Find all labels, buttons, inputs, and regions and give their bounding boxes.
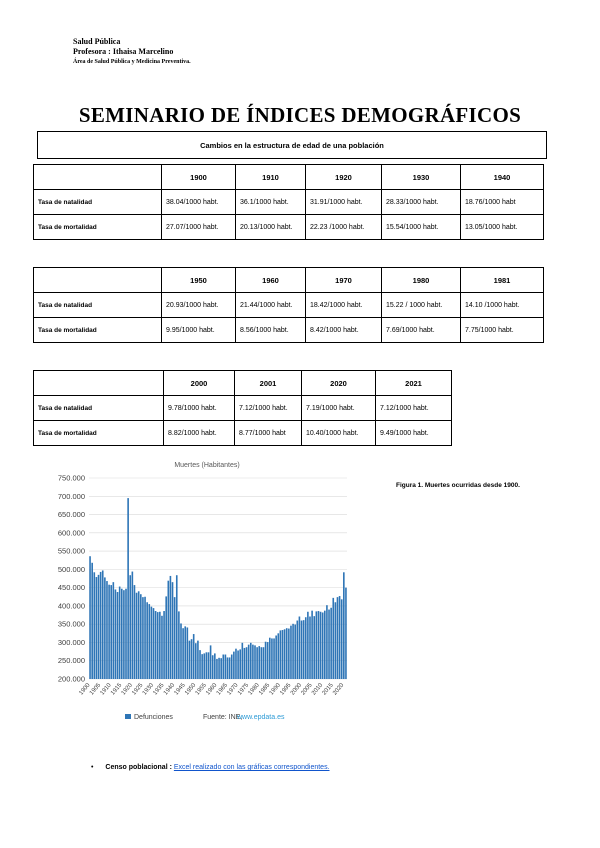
bar-2014	[330, 608, 332, 679]
bar-1970	[237, 650, 239, 679]
x-tick-label: 2010	[311, 682, 325, 697]
bar-1915	[121, 589, 123, 679]
table-header-year: 2021	[376, 371, 452, 396]
bar-2016	[335, 602, 337, 679]
table-cell: 9.49/1000 habt.	[376, 421, 452, 446]
bar-1990	[280, 630, 282, 679]
header-subject: Salud Pública	[73, 37, 121, 46]
bar-1949	[193, 634, 195, 679]
table-cell: 14.10 /1000 habt.	[461, 293, 544, 318]
bar-1961	[218, 658, 220, 679]
excel-link[interactable]: Excel realizado con las gráficas correspondientes.	[173, 764, 330, 771]
bar-2000	[301, 621, 303, 679]
table-cell: 9.95/1000 habt.	[162, 318, 236, 343]
header-area: Área de Salud Pública y Medicina Preventiva.	[73, 59, 191, 65]
table-header-year: 1950	[162, 268, 236, 293]
bar-2010	[322, 612, 324, 679]
row-label: Tasa de natalidad	[34, 293, 162, 318]
table-cell: 7.12/1000 habt.	[235, 396, 302, 421]
y-tick-label: 200.000	[57, 674, 85, 684]
table-cell: 8.42/1000 habt.	[306, 318, 382, 343]
bar-2019	[341, 599, 343, 679]
row-label: Tasa de mortalidad	[34, 318, 162, 343]
x-tick-label: 1940	[162, 682, 177, 697]
y-tick-label: 450.000	[57, 583, 85, 593]
bar-1926	[144, 597, 146, 679]
x-tick-label: 1925	[131, 682, 145, 697]
y-tick-label: 250.000	[57, 656, 85, 666]
table-cell: 22.23 /1000 habt.	[306, 215, 382, 240]
table-header-year: 2001	[235, 371, 302, 396]
bar-1912	[115, 589, 117, 679]
bar-2005	[311, 611, 313, 679]
bar-1967	[231, 655, 233, 679]
header-professor: Profesora : Ithaisa Marcelino	[73, 47, 174, 56]
bar-1930	[153, 608, 155, 679]
bar-1979	[256, 647, 258, 679]
bar-1943	[180, 623, 182, 679]
row-label: Tasa de mortalidad	[34, 421, 164, 446]
bar-1999	[299, 617, 301, 679]
x-tick-label: 1995	[279, 682, 293, 697]
table-cell: 36.1/1000 habt.	[236, 190, 306, 215]
bar-1980	[258, 646, 260, 679]
bar-2012	[326, 605, 328, 679]
table-header-year: 1940	[461, 165, 544, 190]
deaths-chart-svg	[37, 458, 362, 723]
bar-1981	[261, 647, 263, 679]
bar-1957	[210, 645, 212, 679]
bar-1971	[239, 649, 241, 679]
legend-swatch	[125, 714, 131, 719]
bar-1984	[267, 642, 269, 679]
y-tick-label: 500.000	[57, 564, 85, 574]
bar-2021	[345, 588, 347, 679]
x-tick-label: 1910	[99, 682, 113, 697]
x-tick-label: 1970	[226, 682, 240, 697]
bar-1900	[89, 556, 91, 679]
x-tick-label: 1965	[215, 682, 230, 697]
bar-1941	[176, 575, 178, 679]
bar-1986	[271, 638, 273, 679]
table-header-year: 1970	[306, 268, 382, 293]
bar-1985	[269, 638, 271, 679]
row-label: Tasa de natalidad	[34, 190, 162, 215]
x-tick-label: 1935	[152, 682, 166, 697]
bar-1902	[93, 572, 95, 679]
table-cell: 18.42/1000 habt.	[306, 293, 382, 318]
bar-2006	[313, 616, 315, 679]
x-tick-label: 1990	[268, 682, 282, 697]
table-cell: 15.22 / 1000 habt.	[382, 293, 461, 318]
bar-2003	[307, 612, 309, 679]
bar-2020	[343, 572, 345, 679]
bar-1906	[102, 570, 104, 679]
row-label: Tasa de mortalidad	[34, 215, 162, 240]
figure-caption: Figura 1. Muertes ocurridas desde 1900.	[396, 482, 520, 489]
bar-1960	[216, 659, 218, 679]
table-cell: 20.13/1000 habt.	[236, 215, 306, 240]
bar-1992	[284, 629, 286, 679]
bar-1918	[127, 498, 129, 679]
x-tick-label: 1960	[205, 682, 219, 697]
bar-1964	[225, 655, 227, 679]
bar-2008	[318, 611, 320, 679]
y-tick-label: 600.000	[57, 528, 85, 538]
bar-1931	[155, 611, 157, 679]
bar-1909	[108, 585, 110, 679]
table-header-year: 1930	[382, 165, 461, 190]
bar-1929	[151, 607, 153, 679]
bar-1955	[206, 652, 208, 679]
bar-2017	[337, 597, 339, 679]
bar-1965	[227, 657, 229, 679]
table-cell: 7.69/1000 habt.	[382, 318, 461, 343]
bar-1917	[125, 589, 127, 679]
table-cell: 7.19/1000 habt.	[302, 396, 376, 421]
table-cell: 31.91/1000 habt.	[306, 190, 382, 215]
bar-1901	[91, 563, 93, 679]
bar-1927	[146, 602, 148, 679]
x-tick-label: 2015	[321, 682, 335, 697]
table-cell: 7.12/1000 habt.	[376, 396, 452, 421]
bar-1924	[140, 594, 142, 679]
table-cell: 7.75/1000 habt.	[461, 318, 544, 343]
y-tick-label: 550.000	[57, 546, 85, 556]
x-tick-label: 1945	[173, 682, 187, 697]
bar-2015	[332, 598, 334, 679]
bar-1998	[297, 621, 299, 679]
bar-2007	[316, 611, 318, 679]
bar-1922	[136, 593, 138, 679]
bar-1934	[161, 616, 163, 679]
table-2000-2021	[33, 370, 452, 446]
table-cell: 15.54/1000 habt.	[382, 215, 461, 240]
bar-1939	[172, 582, 174, 679]
bar-2004	[309, 617, 311, 679]
bar-1996	[292, 624, 294, 679]
table-header-empty	[34, 268, 162, 293]
table-header-year: 1920	[306, 165, 382, 190]
bar-1972	[242, 643, 244, 679]
bar-1904	[98, 575, 100, 679]
bar-1968	[233, 652, 235, 679]
bar-1959	[214, 653, 216, 679]
bar-1974	[246, 647, 248, 679]
bar-1942	[178, 611, 180, 679]
bar-1994	[288, 629, 290, 679]
bar-1989	[277, 633, 279, 679]
bar-1969	[235, 649, 237, 679]
table-cell: 8.82/1000 habt.	[164, 421, 235, 446]
table-header-empty	[34, 165, 162, 190]
table-header-year: 1980	[382, 268, 461, 293]
bar-1932	[157, 612, 159, 679]
y-tick-label: 750.000	[57, 473, 85, 483]
bar-1991	[282, 630, 284, 679]
y-tick-label: 700.000	[57, 491, 85, 501]
bar-1908	[106, 581, 108, 679]
deaths-chart	[37, 458, 362, 723]
table-header-year: 1981	[461, 268, 544, 293]
chart-title: Muertes (Habitantes)	[174, 462, 240, 469]
bar-1910	[110, 585, 112, 679]
bar-1920	[132, 572, 134, 679]
bar-1963	[222, 655, 224, 679]
x-tick-label: 1975	[237, 682, 251, 697]
bar-1923	[138, 591, 140, 679]
bar-1993	[286, 628, 288, 679]
table-cell: 28.33/1000 habt.	[382, 190, 461, 215]
table-cell: 10.40/1000 habt.	[302, 421, 376, 446]
table-header-year: 1910	[236, 165, 306, 190]
bar-1953	[201, 654, 203, 679]
bar-2009	[320, 612, 322, 679]
x-tick-label: 1930	[141, 682, 156, 697]
bar-1958	[212, 655, 214, 679]
source-link[interactable]: www.epdata.es	[237, 714, 285, 721]
bar-1921	[134, 585, 136, 679]
x-tick-label: 1915	[110, 682, 124, 697]
x-tick-label: 1905	[88, 682, 103, 697]
y-tick-label: 300.000	[57, 637, 85, 647]
bar-1950	[195, 643, 197, 679]
bar-1948	[191, 639, 193, 679]
bar-1916	[123, 590, 125, 679]
bar-1945	[184, 626, 186, 679]
bar-1978	[254, 645, 256, 679]
table-header-year: 1900	[162, 165, 236, 190]
bar-2011	[324, 611, 326, 679]
bar-1973	[244, 648, 246, 679]
bar-1907	[104, 577, 106, 679]
x-tick-label: 1900	[78, 682, 92, 697]
bar-2018	[339, 596, 341, 679]
bullet-icon: •	[91, 764, 94, 771]
bar-1928	[148, 604, 150, 679]
bar-2013	[328, 610, 330, 679]
bar-1933	[159, 612, 161, 679]
y-tick-label: 350.000	[57, 619, 85, 629]
bar-1987	[273, 638, 275, 679]
bar-1976	[250, 643, 252, 679]
bar-1956	[208, 652, 210, 679]
bar-1914	[119, 587, 121, 679]
table-header-year: 2000	[164, 371, 235, 396]
subtitle-box: Cambios en la estructura de edad de una población	[37, 131, 547, 159]
bar-1905	[100, 572, 102, 679]
bar-1925	[142, 597, 144, 679]
bullet-label: Censo poblacional :	[105, 764, 172, 771]
x-tick-label: 2020	[332, 682, 346, 697]
bar-2002	[305, 617, 307, 679]
bar-1977	[252, 645, 254, 679]
bar-1983	[265, 642, 267, 679]
table-header-year: 2020	[302, 371, 376, 396]
bar-1935	[163, 611, 165, 679]
bar-1919	[129, 575, 131, 679]
table-cell: 18.76/1000 habt	[461, 190, 544, 215]
table-header-year: 1960	[236, 268, 306, 293]
table-header-empty	[34, 371, 164, 396]
bar-1966	[229, 657, 231, 679]
row-label: Tasa de natalidad	[34, 396, 164, 421]
table-1900-1940	[33, 164, 544, 240]
bar-1982	[263, 647, 265, 679]
table-cell: 8.77/1000 habt	[235, 421, 302, 446]
bar-1944	[182, 628, 184, 679]
bar-1913	[117, 592, 119, 679]
source-label: Fuente: INE,	[203, 714, 243, 721]
legend-label: Defunciones	[134, 714, 173, 721]
bar-1937	[168, 581, 170, 679]
bar-1952	[199, 650, 201, 679]
table-cell: 8.56/1000 habt.	[236, 318, 306, 343]
bar-1911	[113, 582, 115, 679]
bar-1951	[197, 641, 199, 679]
page-title: SEMINARIO DE ÍNDICES DEMOGRÁFICOS	[78, 103, 522, 127]
bar-1938	[170, 576, 172, 679]
x-tick-label: 1920	[120, 682, 134, 697]
x-tick-label: 2005	[300, 682, 314, 697]
y-tick-label: 400.000	[57, 601, 85, 611]
table-1950-1981	[33, 267, 544, 343]
bar-1988	[275, 636, 277, 679]
x-tick-label: 1985	[258, 682, 272, 697]
table-cell: 13.05/1000 habt.	[461, 215, 544, 240]
bullet-item	[91, 764, 330, 771]
bar-1946	[187, 627, 189, 679]
x-tick-label: 2000	[289, 682, 304, 697]
bar-1940	[174, 597, 176, 679]
bar-1975	[248, 645, 250, 679]
bar-1903	[96, 577, 98, 679]
bar-1947	[189, 641, 191, 679]
y-tick-label: 650.000	[57, 510, 85, 520]
bar-1954	[203, 653, 205, 679]
bar-1995	[290, 626, 292, 679]
table-cell: 21.44/1000 habt.	[236, 293, 306, 318]
table-cell: 27.07/1000 habt.	[162, 215, 236, 240]
bar-2001	[303, 620, 305, 679]
bar-1936	[165, 596, 167, 679]
table-cell: 9.78/1000 habt.	[164, 396, 235, 421]
x-tick-label: 1950	[184, 682, 198, 697]
x-tick-label: 1980	[247, 682, 261, 697]
bar-1997	[294, 625, 296, 679]
bar-1962	[220, 658, 222, 679]
x-tick-label: 1955	[194, 682, 208, 697]
table-cell: 38.04/1000 habt.	[162, 190, 236, 215]
table-cell: 20.93/1000 habt.	[162, 293, 236, 318]
